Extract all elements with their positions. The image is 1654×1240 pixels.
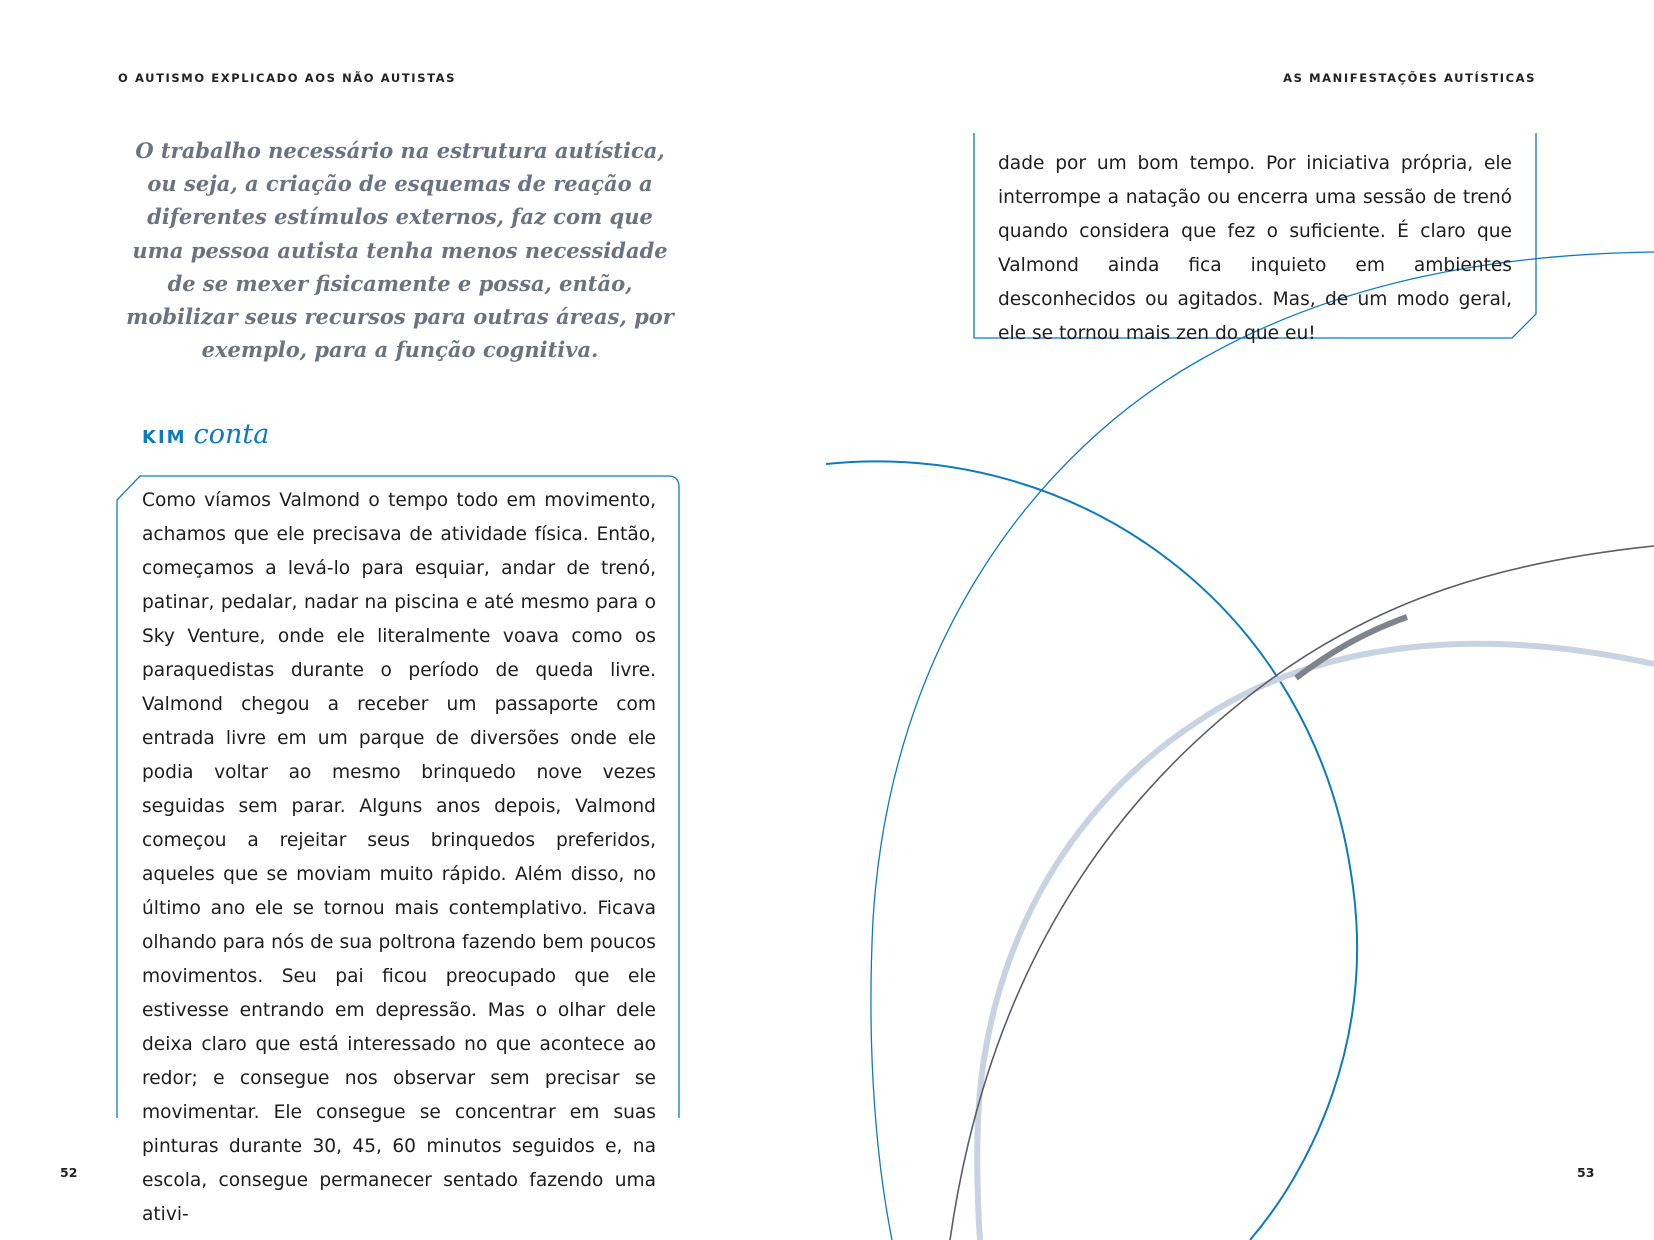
large-blue-circle-arc (826, 461, 1357, 1240)
page-number-right: 53 (1577, 1165, 1595, 1180)
page-number-left: 52 (60, 1165, 78, 1180)
section-title (142, 421, 269, 448)
pull-quote: O trabalho necessário na estrutura autística, ou seja, a criação de esquemas de reação a diferentes estímulos externos, faz com que uma pessoa autista tenha menos necessidade de se mexer fisicamente e possa, então, mobilizar seus recursos para outras áreas, por exemplo, para a função cognitiva. (126, 138, 674, 363)
section-title-name: KIM (142, 427, 187, 448)
testimony-body-continued: dade por um bom tempo. Por iniciativa própria, ele interrompe a natação ou encerra uma sessão de trenó quando considera que fez o suficiente. É claro que Valmond ainda fica inquieto em ambientes desconhecidos ou agitados. Mas, de um modo geral, ele se tornou mais zen do que eu! (998, 153, 1512, 344)
testimony-body: Como víamos Valmond o tempo todo em movimento, achamos que ele precisava de atividade física. Então, começamos a levá-lo para esquiar, andar de trenó, patinar, pedalar, nadar na piscina e até mesmo para o Sky Venture, onde ele literalmente voava como os paraquedistas durante o período de queda livre. Valmond chegou a receber um passaporte com entrada livre em um parque de diversões onde ele podia voltar ao mesmo brinquedo nove vezes seguidas sem parar. Alguns anos depois, Valmond começou a rejeitar seus brinquedos preferidos, aqueles que se moviam muito rápido. Além disso, no último ano ele se tornou mais contemplativo. Ficava olhando para nós de sua poltrona fazendo bem poucos movimentos. Seu pai ficou preocupado que ele estivesse entrando em depressão. Mas o olhar dele deixa claro que está interessado no que acontece ao redor; e consegue nos observar sem precisar se movimentar. Ele consegue se concentrar em suas pinturas durante 30, 45, 60 minutos seguidos e, na escola, consegue permanecer sentado fazendo uma ativi- (142, 490, 656, 1225)
section-title-verb: conta (193, 419, 270, 450)
running-head-right: AS MANIFESTAÇÕES AUTÍSTICAS (1283, 71, 1536, 85)
running-head-left: O AUTISMO EXPLICADO AOS NÃO AUTISTAS (118, 71, 457, 85)
thin-blue-arc (871, 252, 1654, 1240)
light-gray-thick-arc (977, 644, 1654, 1240)
